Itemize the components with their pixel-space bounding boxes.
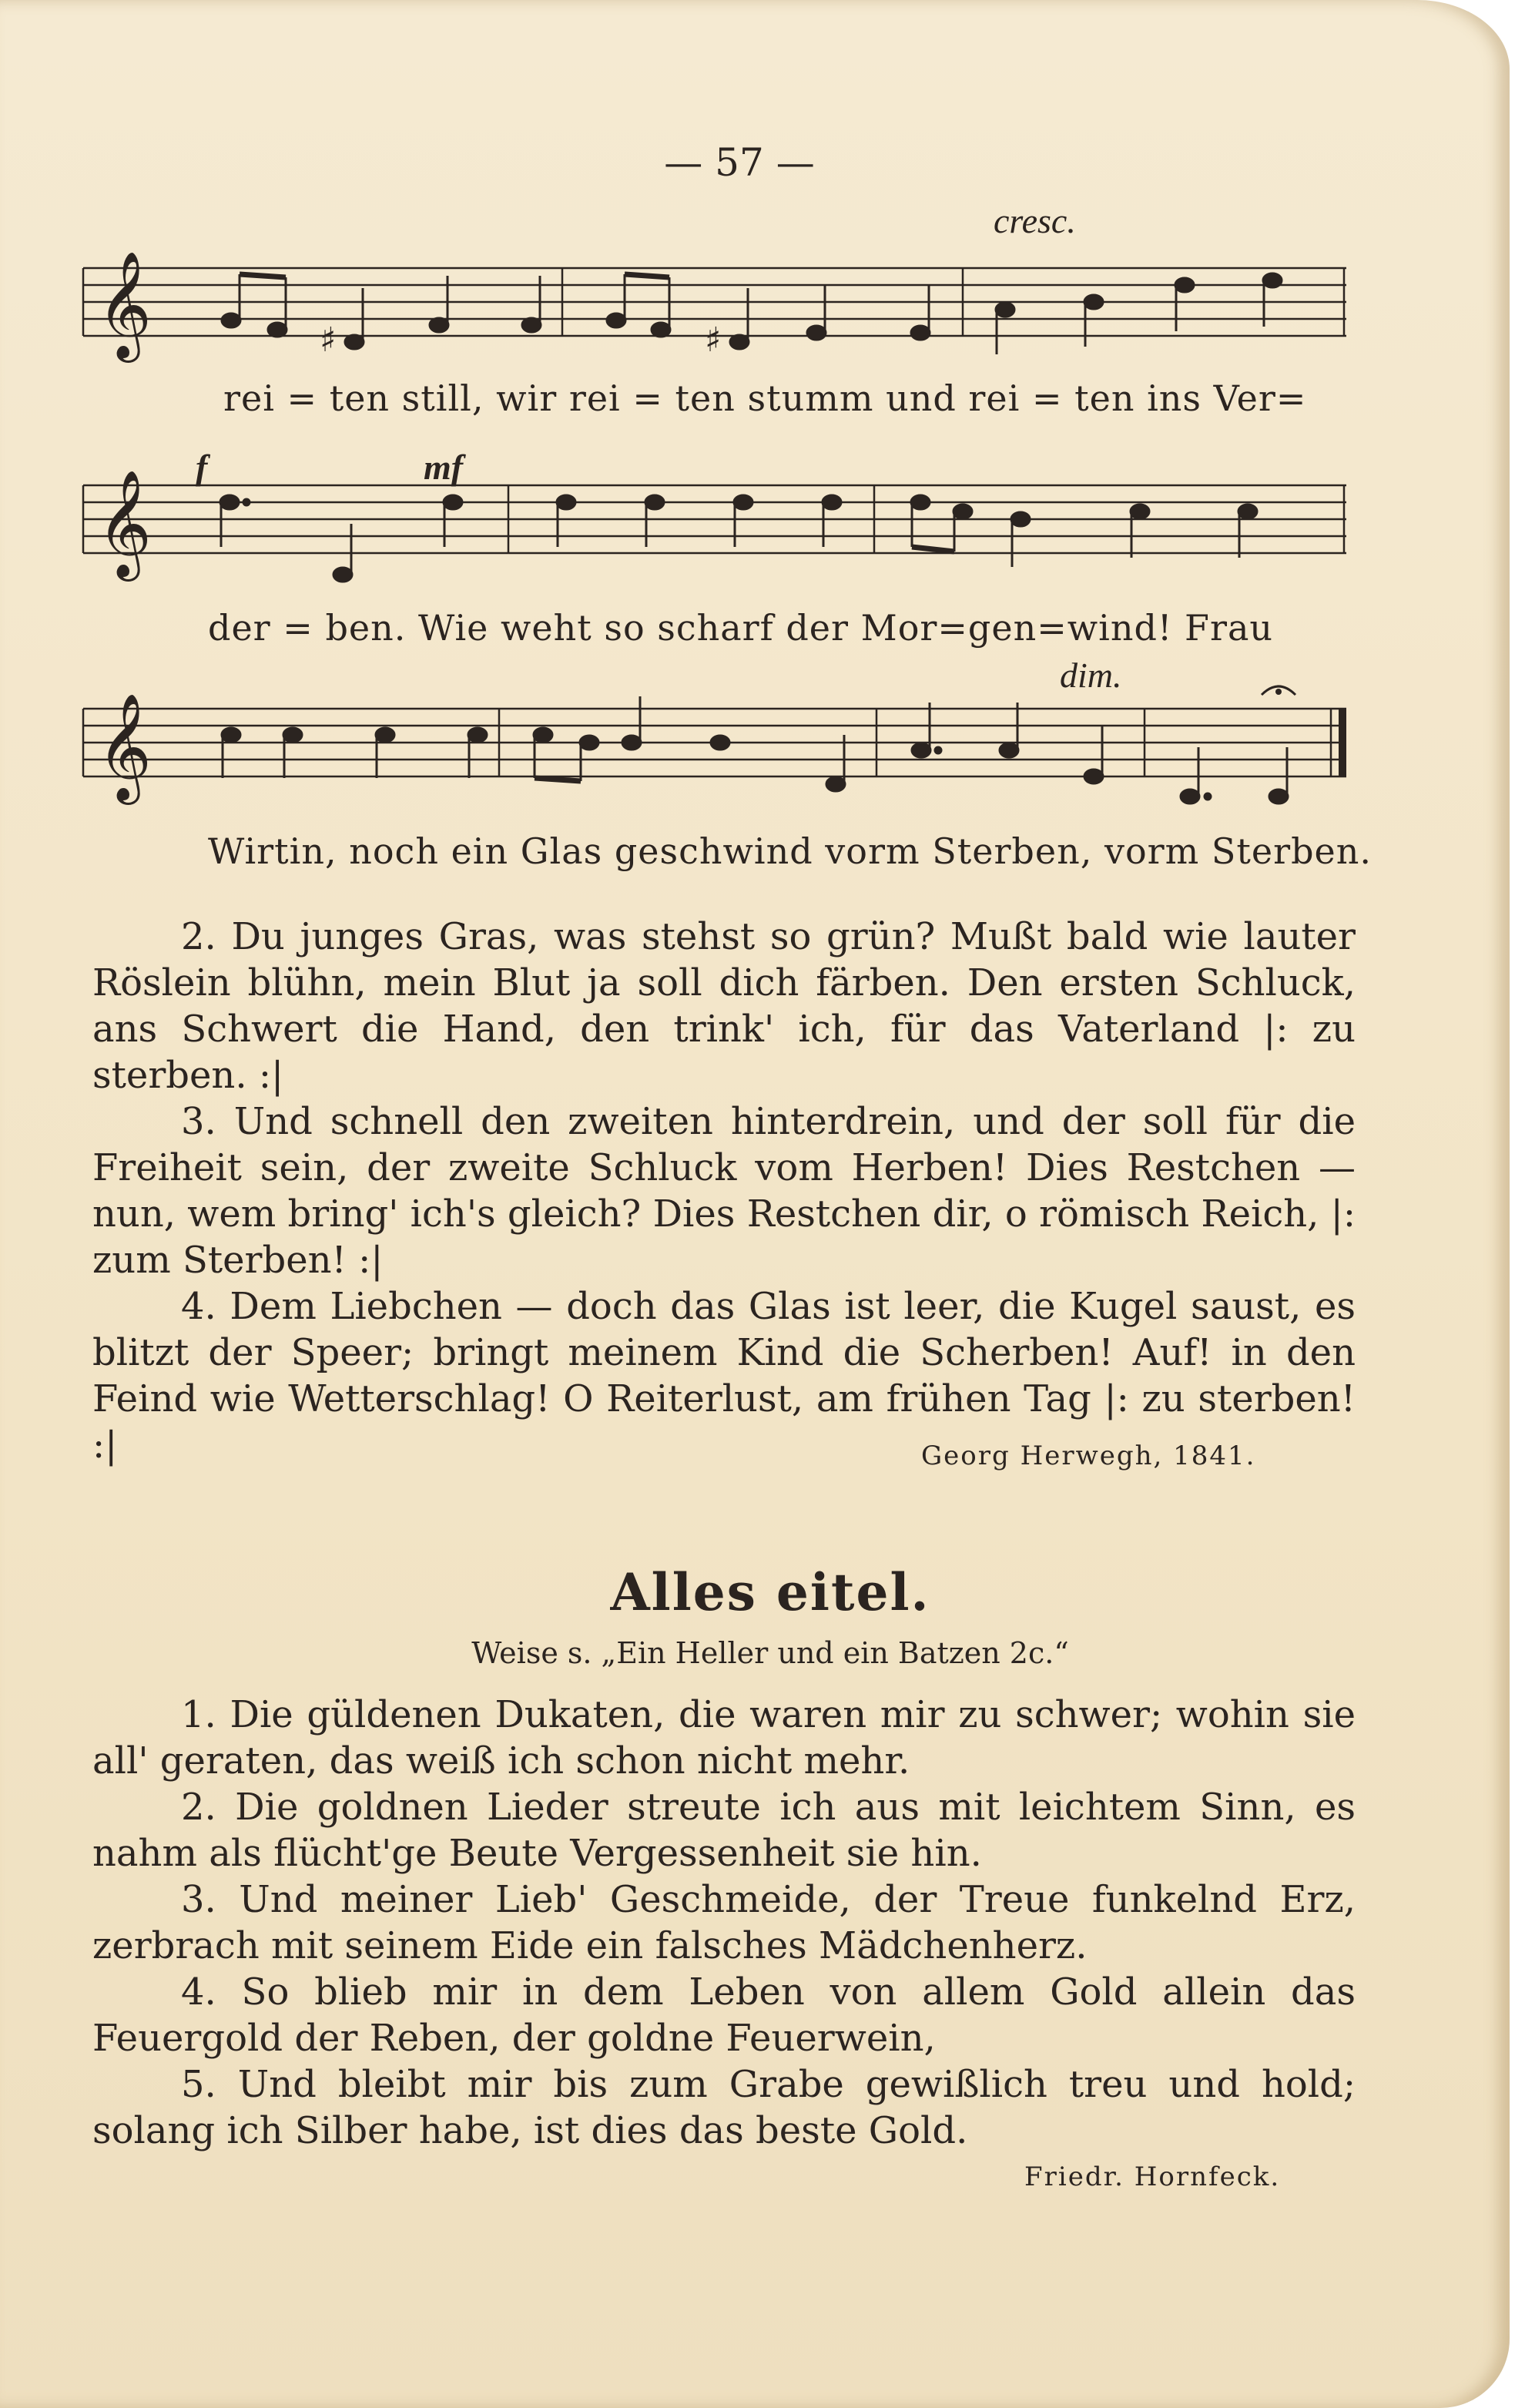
song2-author: Friedr. Hornfeck.: [1024, 2161, 1281, 2192]
dynamic-marking: cresc.: [994, 201, 1076, 240]
lyric-line-2: der = ben. Wie weht so scharf der Mor=gen=wind! Frau: [208, 607, 1273, 649]
svg-text:♯: ♯: [705, 320, 722, 360]
svg-text:𝄞: 𝄞: [97, 693, 152, 800]
song1-author: Georg Herwegh, 1841.: [921, 1440, 1256, 1471]
dynamic-marking: dim.: [1060, 656, 1122, 695]
dynamic-marking: mf: [424, 448, 464, 487]
verse-4: 4. So blieb mir in dem Leben von allem Gold allein das Feuergold der Reben, der goldne Feuerwein,: [92, 1970, 1356, 2060]
verse-2: 2. Du junges Gras, was stehst so grün? Mußt bald wie lauter Röslein blühn, mein Blut ja soll dich färben. Den ersten Schluck, ans Schwert die Hand, den trink' ich, für das Vaterland |: zu sterben. :|: [92, 915, 1356, 1097]
verse-3: 3. Und schnell den zweiten hinterdrein, und der soll für die Freiheit sein, der zweite Schluck vom Herben! Dies Restchen — nun, wem bring' ich's gleich? Dies Restchen dir, o römisch Reich, |: zum Sterben! :|: [92, 1100, 1356, 1282]
lyric-line-3: Wirtin, noch ein Glas geschwind vorm Sterben, vorm Sterben.: [208, 830, 1372, 872]
svg-text:𝄞: 𝄞: [97, 470, 152, 577]
song1-verses: [92, 914, 1356, 1468]
verse-1: 1. Die güldenen Dukaten, die waren mir zu schwer; wohin sie all' geraten, das weiß ich schon nicht mehr.: [92, 1693, 1356, 1783]
song2-verses: [92, 1692, 1356, 2154]
verse-3: 3. Und meiner Lieb' Geschmeide, der Treue funkelnd Erz, zerbrach mit seinem Eide ein falsches Mädchenherz.: [92, 1878, 1356, 1967]
song2-title: Alles eitel.: [610, 1562, 930, 1622]
verse-2: 2. Die goldnen Lieder streute ich aus mit leichtem Sinn, es nahm als flücht'ge Beute Vergessenheit sie hin.: [92, 1786, 1356, 1875]
svg-text:♯: ♯: [320, 320, 337, 360]
music-staff-3: [0, 655, 1525, 824]
music-staff-2: [0, 431, 1525, 585]
verse-4: 4. Dem Liebchen — doch das Glas ist leer, die Kugel saust, es blitzt der Speer; bringt meinem Kind die Scherben! Auf! in den Feind wie Wetterschlag! O Reiterlust, am frühen Tag |: zu sterben! :|: [92, 1285, 1356, 1467]
verse-5: 5. Und bleibt mir bis zum Grabe gewißlich treu und hold; solang ich Silber habe, ist dies das beste Gold.: [92, 2063, 1356, 2152]
song2-tune: Weise s. „Ein Heller und ein Batzen 2c.“: [471, 1636, 1069, 1670]
dynamic-marking: f: [196, 448, 208, 487]
page-number: — 57 —: [664, 140, 815, 185]
lyric-line-1: rei = ten still, wir rei = ten stumm und rei = ten ins Ver=: [223, 377, 1307, 419]
svg-text:𝄞: 𝄞: [97, 251, 152, 358]
music-staff-1: [0, 200, 1525, 401]
